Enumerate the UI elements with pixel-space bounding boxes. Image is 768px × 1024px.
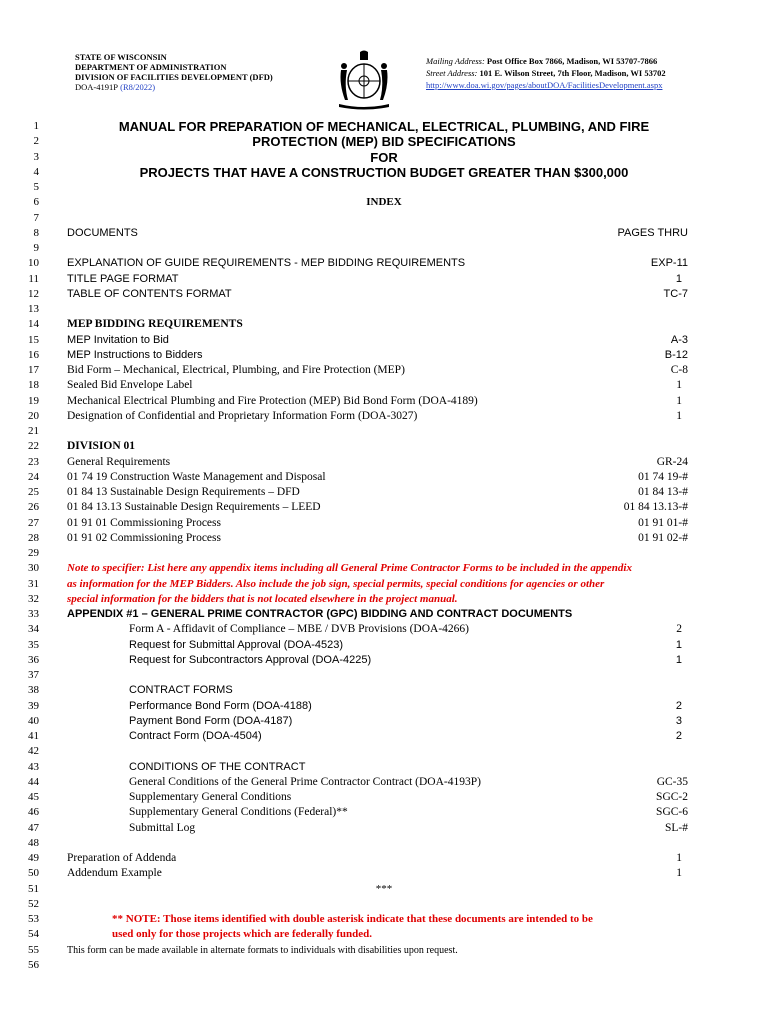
line-number: 31 [28, 577, 39, 590]
page-count: 1 [676, 394, 682, 407]
line-number: 39 [28, 699, 39, 712]
page-count: 3 [675, 714, 682, 727]
line-35 [0, 638, 768, 653]
line-number: 54 [28, 928, 39, 941]
line-36 [0, 653, 768, 668]
line-38 [0, 683, 768, 698]
line-29 [0, 546, 768, 561]
document-item-title: General Conditions of the General Prime Contractor Contract (DOA-4193P) [129, 775, 481, 788]
line-number: 2 [33, 135, 39, 148]
line-number: 37 [28, 669, 39, 681]
line-number: 10 [28, 257, 39, 270]
page-count: TC-7 [663, 287, 688, 300]
line-37 [0, 668, 768, 683]
title-line: PROJECTS THAT HAVE A CONSTRUCTION BUDGET GREATER THAN $300,000 [139, 164, 629, 180]
line-9 [0, 241, 768, 256]
form-id-line [75, 82, 273, 92]
line-55 [0, 943, 768, 958]
line-number: 3 [33, 150, 39, 163]
title-line: FOR [370, 149, 398, 165]
line-15 [0, 333, 768, 348]
line-number: 8 [33, 226, 39, 239]
line-number: 46 [28, 806, 39, 819]
page-count: 01 84 13-# [638, 486, 688, 498]
line-25 [0, 485, 768, 500]
index-heading: INDEX [366, 196, 402, 209]
document-item-title: Request for Subcontractors Approval (DOA-4225) [129, 653, 372, 666]
line-number: 42 [28, 745, 39, 758]
line-24 [0, 470, 768, 485]
page-count: 1 [676, 867, 682, 880]
line-4 [0, 165, 768, 180]
line-number: 41 [28, 730, 39, 742]
line-number: 21 [28, 425, 39, 437]
end-marker: *** [375, 882, 393, 895]
document-item-title: General Requirements [67, 455, 171, 468]
line-16 [0, 348, 768, 363]
document-item-title: 01 84 13 Sustainable Design Requirements – DFD [67, 486, 300, 498]
document-item-title: 01 84 13.13 Sustainable Design Requirements – LEED [67, 501, 321, 514]
line-39 [0, 699, 768, 714]
page-count: SGC-6 [656, 806, 688, 819]
page-count: GC-35 [656, 775, 688, 788]
page-count: 1 [676, 852, 682, 864]
line-41 [0, 729, 768, 744]
line-number: 26 [28, 501, 39, 514]
document-item-title: Request for Submittal Approval (DOA-4523) [129, 638, 343, 651]
agency-header [75, 52, 273, 92]
line-21 [0, 424, 768, 439]
page-count: 2 [675, 699, 682, 712]
document-item-title: Contract Form (DOA-4504) [129, 730, 262, 742]
line-number: 9 [33, 242, 39, 254]
document-item-title: Preparation of Addenda [67, 852, 177, 864]
line-number: 56 [28, 958, 39, 971]
document-item-title: Addendum Example [67, 867, 162, 880]
line-number: 47 [28, 821, 39, 834]
line-51 [0, 882, 768, 897]
specifier-note: as information for the MEP Bidders. Also include the job sign, special permits, special conditions for agencies or other [67, 577, 605, 590]
line-7 [0, 211, 768, 226]
line-number: 48 [28, 836, 39, 849]
revision: (R8/2022) [120, 82, 156, 92]
line-19 [0, 394, 768, 409]
line-number: 35 [28, 638, 39, 651]
line-20 [0, 409, 768, 424]
line-10 [0, 256, 768, 271]
page-count: 01 84 13.13-# [623, 501, 688, 514]
page-count: C-8 [670, 364, 688, 376]
dfd-website-link[interactable]: http://www.doa.wi.gov/pages/aboutDOA/FacilitiesDevelopment.aspx [426, 80, 663, 90]
line-52 [0, 897, 768, 912]
line-22 [0, 439, 768, 454]
line-42 [0, 744, 768, 759]
document-item-title: This form can be made available in alternate formats to individuals with disabilities upon request. [67, 944, 458, 956]
line-32 [0, 592, 768, 607]
page-count: SGC-2 [656, 791, 688, 803]
line-13 [0, 302, 768, 317]
line-number: 4 [33, 165, 39, 178]
state-name: STATE OF WISCONSIN [75, 52, 167, 62]
line-number: 40 [28, 714, 39, 727]
line-number: 55 [28, 943, 39, 956]
line-number: 27 [28, 516, 39, 529]
page-count: EXP-11 [650, 257, 688, 270]
line-50 [0, 866, 768, 881]
line-number: 45 [28, 791, 39, 803]
line-2 [0, 134, 768, 149]
title-line: MANUAL FOR PREPARATION OF MECHANICAL, ELECTRICAL, PLUMBING, AND FIRE [118, 119, 650, 134]
line-number: 14 [28, 318, 39, 331]
department-name: DEPARTMENT OF ADMINISTRATION [75, 62, 227, 72]
line-34 [0, 622, 768, 637]
line-number: 43 [28, 760, 39, 773]
page-count: SL-# [665, 821, 688, 834]
line-3 [0, 150, 768, 165]
line-5 [0, 180, 768, 195]
line-23 [0, 455, 768, 470]
page-count: A-3 [670, 333, 688, 346]
line-28 [0, 531, 768, 546]
line-number: 12 [28, 287, 39, 300]
mailing-address: Post Office Box 7866, Madison, WI 53707-7866 [486, 56, 658, 66]
line-number: 1 [33, 120, 39, 132]
line-56 [0, 958, 768, 973]
line-number: 49 [28, 852, 39, 864]
line-number: 11 [28, 272, 39, 285]
page-count: GR-24 [656, 455, 688, 468]
document-item-title: MEP Invitation to Bid [67, 333, 169, 346]
specifier-note: special information for the bidders that is not located elsewhere in the project manual. [67, 592, 458, 605]
document-item-title: 01 91 01 Commissioning Process [67, 516, 221, 529]
wisconsin-seal-icon [333, 48, 395, 110]
line-14 [0, 317, 768, 332]
page-count: 01 91 01-# [638, 516, 688, 529]
document-item-title: Performance Bond Form (DOA-4188) [129, 699, 312, 712]
page-count: 01 74 19-# [638, 470, 688, 483]
document-item-title: Form A - Affidavit of Compliance – MBE / DVB Provisions (DOA-4266) [129, 623, 469, 636]
line-49 [0, 851, 768, 866]
section-heading: APPENDIX #1 – GENERAL PRIME CONTRACTOR (GPC) BIDDING AND CONTRACT DOCUMENTS [67, 608, 573, 620]
line-number: 32 [28, 592, 39, 605]
line-number: 17 [28, 364, 39, 376]
street-label: Street Address: [426, 68, 478, 78]
document-item-title: DOCUMENTS [67, 226, 138, 239]
line-1 [0, 119, 768, 134]
document-item-title: EXPLANATION OF GUIDE REQUIREMENTS - MEP BIDDING REQUIREMENTS [67, 257, 466, 270]
line-number: 28 [28, 531, 39, 544]
line-number: 24 [28, 470, 39, 483]
line-18 [0, 378, 768, 393]
line-17 [0, 363, 768, 378]
line-number: 29 [28, 547, 39, 559]
page-count: 1 [676, 379, 682, 392]
document-item-title: Sealed Bid Envelope Label [67, 379, 193, 392]
title-line: PROTECTION (MEP) BID SPECIFICATIONS [252, 134, 516, 150]
line-number: 15 [28, 333, 39, 346]
document-item-title: Submittal Log [129, 821, 196, 834]
document-item-title: 01 91 02 Commissioning Process [67, 531, 221, 544]
document-item-title: Supplementary General Conditions [129, 791, 292, 803]
line-number: 51 [28, 882, 39, 895]
line-44 [0, 775, 768, 790]
page-count: PAGES THRU [617, 226, 688, 239]
document-item-title: TITLE PAGE FORMAT [67, 272, 179, 285]
document-item-title: Mechanical Electrical Plumbing and Fire Protection (MEP) Bid Bond Form (DOA-4189) [67, 394, 478, 407]
address-block [426, 55, 666, 91]
line-43 [0, 760, 768, 775]
line-number: 38 [28, 684, 39, 697]
line-54 [0, 927, 768, 942]
line-number: 36 [28, 653, 39, 666]
division-name: DIVISION OF FACILITIES DEVELOPMENT (DFD) [75, 72, 273, 82]
line-number: 6 [33, 196, 39, 209]
line-31 [0, 577, 768, 592]
line-27 [0, 516, 768, 531]
line-number: 33 [28, 608, 39, 620]
line-8 [0, 226, 768, 241]
page-count: 01 91 02-# [638, 531, 688, 544]
line-40 [0, 714, 768, 729]
line-number: 16 [28, 348, 39, 361]
line-53 [0, 912, 768, 927]
page-count: 2 [675, 730, 682, 742]
document-item-title: Designation of Confidential and Proprietary Information Form (DOA-3027) [67, 409, 418, 422]
page-count: 2 [676, 623, 682, 636]
line-number: 50 [28, 867, 39, 880]
line-47 [0, 821, 768, 836]
line-number: 19 [28, 394, 39, 407]
street-address: 101 E. Wilson Street, 7th Floor, Madison, WI 53702 [479, 68, 666, 78]
line-number: 23 [28, 455, 39, 468]
section-heading: DIVISION 01 [67, 440, 136, 453]
document-item-title: TABLE OF CONTENTS FORMAT [67, 287, 232, 300]
line-45 [0, 790, 768, 805]
line-number: 34 [28, 623, 39, 636]
page-count: 1 [675, 638, 682, 651]
page-count: 1 [675, 653, 682, 666]
line-33 [0, 607, 768, 622]
line-number: 7 [33, 211, 39, 224]
line-number: 52 [28, 897, 39, 910]
form-id: DOA-4191P [75, 82, 118, 92]
specifier-note: Note to specifier: List here any appendix items including all General Prime Contractor Forms to be included in the appendix [67, 562, 632, 575]
line-12 [0, 287, 768, 302]
document-item-title: Supplementary General Conditions (Federal)** [129, 806, 348, 819]
document-item-title: MEP Instructions to Bidders [67, 348, 203, 361]
document-item-title: 01 74 19 Construction Waste Management and Disposal [67, 470, 326, 483]
mailing-label: Mailing Address: [426, 56, 485, 66]
line-number: 5 [33, 181, 39, 193]
line-11 [0, 272, 768, 287]
page-count: 1 [676, 409, 682, 422]
section-heading: MEP BIDDING REQUIREMENTS [67, 318, 243, 331]
line-48 [0, 836, 768, 851]
page-count: B-12 [664, 348, 688, 361]
line-number: 13 [28, 303, 39, 315]
line-30 [0, 561, 768, 576]
line-number: 20 [28, 409, 39, 422]
line-number: 22 [28, 440, 39, 453]
specifier-note: ** NOTE: Those items identified with double asterisk indicate that these documents are intended to be [112, 913, 593, 925]
line-number: 30 [28, 562, 39, 575]
document-item-title: Bid Form – Mechanical, Electrical, Plumbing, and Fire Protection (MEP) [67, 364, 405, 376]
line-number: 53 [28, 913, 39, 925]
page-count: 1 [675, 272, 682, 285]
document-item-title: Payment Bond Form (DOA-4187) [129, 714, 293, 727]
specifier-note: used only for those projects which are federally funded. [112, 928, 373, 941]
line-6 [0, 195, 768, 210]
line-number: 18 [28, 379, 39, 392]
line-number: 25 [28, 486, 39, 498]
line-26 [0, 500, 768, 515]
line-number: 44 [28, 775, 39, 788]
document-item-title: CONDITIONS OF THE CONTRACT [129, 760, 306, 773]
line-46 [0, 805, 768, 820]
document-item-title: CONTRACT FORMS [129, 684, 233, 697]
